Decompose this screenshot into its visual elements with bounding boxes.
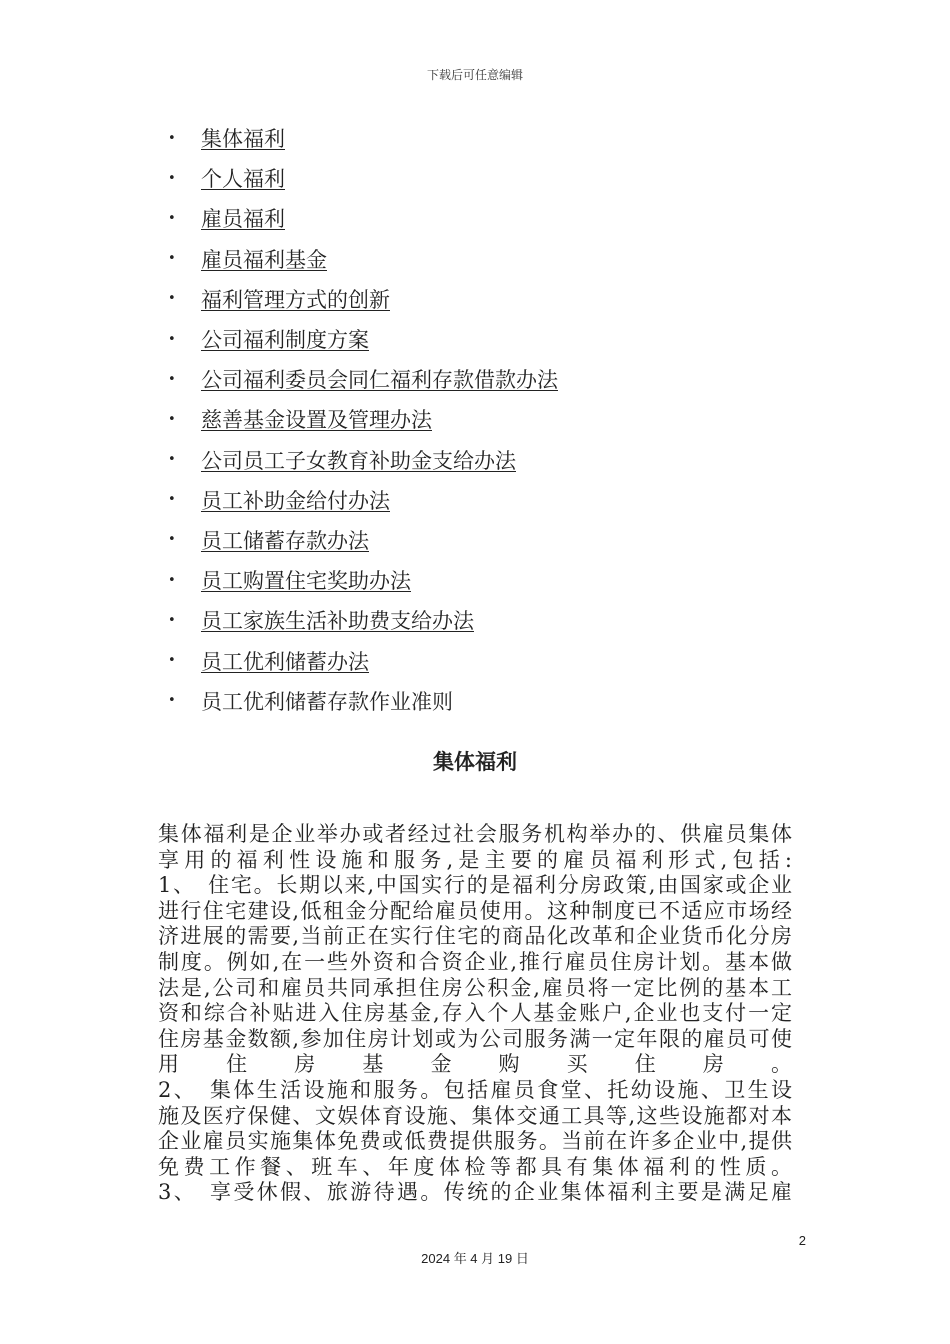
footer-date: 2024 年 4 月 19 日 — [421, 1251, 529, 1266]
body-line: 免费工作餐、班车、年度体检等都具有集体福利的性质。 — [158, 1154, 792, 1179]
toc-item[interactable] — [168, 600, 558, 640]
toc-link[interactable]: 员工补助金给付办法 — [201, 488, 390, 513]
toc-item[interactable] — [168, 158, 558, 198]
bullet-icon: • — [168, 170, 176, 186]
bullet-icon: • — [168, 411, 176, 427]
bullet-icon: • — [168, 532, 176, 548]
toc-link[interactable]: 公司福利制度方案 — [201, 328, 369, 353]
toc-item[interactable] — [168, 239, 558, 279]
toc-item[interactable] — [168, 198, 558, 238]
toc-link[interactable]: 员工家族生活补助费支给办法 — [201, 609, 474, 634]
toc-link[interactable]: 集体福利 — [201, 127, 285, 152]
body-line: 1、 住宅。长期以来,中国实行的是福利分房政策,由国家或企业 — [158, 873, 792, 898]
header-note: 下载后可任意编辑 — [426, 68, 523, 82]
toc-link[interactable]: 个人福利 — [201, 167, 285, 192]
toc-link[interactable]: 雇员福利 — [201, 207, 285, 232]
toc-item[interactable] — [168, 480, 558, 520]
toc-label: 员工优利储蓄存款作业准则 — [201, 689, 453, 714]
bullet-icon: • — [168, 612, 176, 628]
bullet-icon: • — [168, 251, 176, 267]
section-body — [158, 822, 792, 1206]
bullet-icon: • — [168, 331, 176, 347]
body-line: 济进展的需要,当前正在实行住宅的商品化改革和企业货币化分房 — [158, 924, 792, 949]
bullet-icon: • — [168, 492, 176, 508]
body-line: 集体福利是企业举办或者经过社会服务机构举办的、供雇员集体 — [158, 822, 792, 846]
toc-link[interactable]: 雇员福利基金 — [201, 247, 327, 272]
body-line: 2、 集体生活设施和服务。包括雇员食堂、托幼设施、卫生设 — [158, 1077, 792, 1102]
bullet-icon: • — [168, 653, 176, 669]
body-line: 享用的福利性设施和服务,是主要的雇员福利形式,包括: — [158, 847, 792, 872]
body-line: 施及医疗保健、文娱体育设施、集体交通工具等,这些设施都对本 — [158, 1103, 792, 1128]
body-line: 住房基金数额,参加住房计划或为公司服务满一定年限的雇员可使 — [158, 1026, 792, 1051]
body-line: 进行住宅建设,低租金分配给雇员使用。这种制度已不适应市场经 — [158, 898, 792, 923]
toc-item[interactable] — [168, 560, 558, 600]
body-line: 企业雇员实施集体免费或低费提供服务。当前在许多企业中,提供 — [158, 1129, 792, 1154]
toc-item[interactable] — [168, 118, 558, 158]
toc-link[interactable]: 员工购置住宅奖助办法 — [201, 569, 411, 594]
toc-link[interactable]: 公司员工子女教育补助金支给办法 — [201, 448, 516, 473]
bullet-icon: • — [168, 572, 176, 588]
toc-item[interactable] — [168, 319, 558, 359]
toc-item[interactable] — [168, 640, 558, 680]
body-line: 用住房基金购买住房。 — [158, 1052, 792, 1077]
toc-item[interactable] — [168, 399, 558, 439]
bullet-icon: • — [168, 130, 176, 146]
toc-item[interactable] — [168, 279, 558, 319]
bullet-icon: • — [168, 291, 176, 307]
toc-link[interactable]: 公司福利委员会同仁福利存款借款办法 — [201, 368, 558, 393]
toc-link[interactable]: 员工优利储蓄办法 — [201, 649, 369, 674]
toc-item[interactable] — [168, 440, 558, 480]
section-title: 集体福利 — [433, 750, 517, 774]
toc-item — [168, 681, 558, 721]
toc-link[interactable]: 福利管理方式的创新 — [201, 287, 390, 312]
toc-item[interactable] — [168, 359, 558, 399]
page-number: 2 — [798, 1233, 806, 1248]
toc-item[interactable] — [168, 520, 558, 560]
body-line: 制度。例如,在一些外资和合资企业,推行雇员住房计划。基本做 — [158, 949, 792, 974]
body-line: 资和综合补贴进入住房基金,存入个人基金账户,企业也支付一定 — [158, 1001, 792, 1026]
bullet-icon: • — [168, 693, 176, 709]
bullet-icon: • — [168, 371, 176, 387]
body-line: 3、 享受休假、旅游待遇。传统的企业集体福利主要是满足雇 — [158, 1180, 792, 1205]
toc-link[interactable]: 慈善基金设置及管理办法 — [201, 408, 432, 433]
bullet-icon: • — [168, 210, 176, 226]
body-line: 法是,公司和雇员共同承担住房公积金,雇员将一定比例的基本工 — [158, 975, 792, 1000]
bullet-icon: • — [168, 452, 176, 468]
toc-link[interactable]: 员工储蓄存款办法 — [201, 528, 369, 553]
table-of-contents — [168, 118, 558, 721]
